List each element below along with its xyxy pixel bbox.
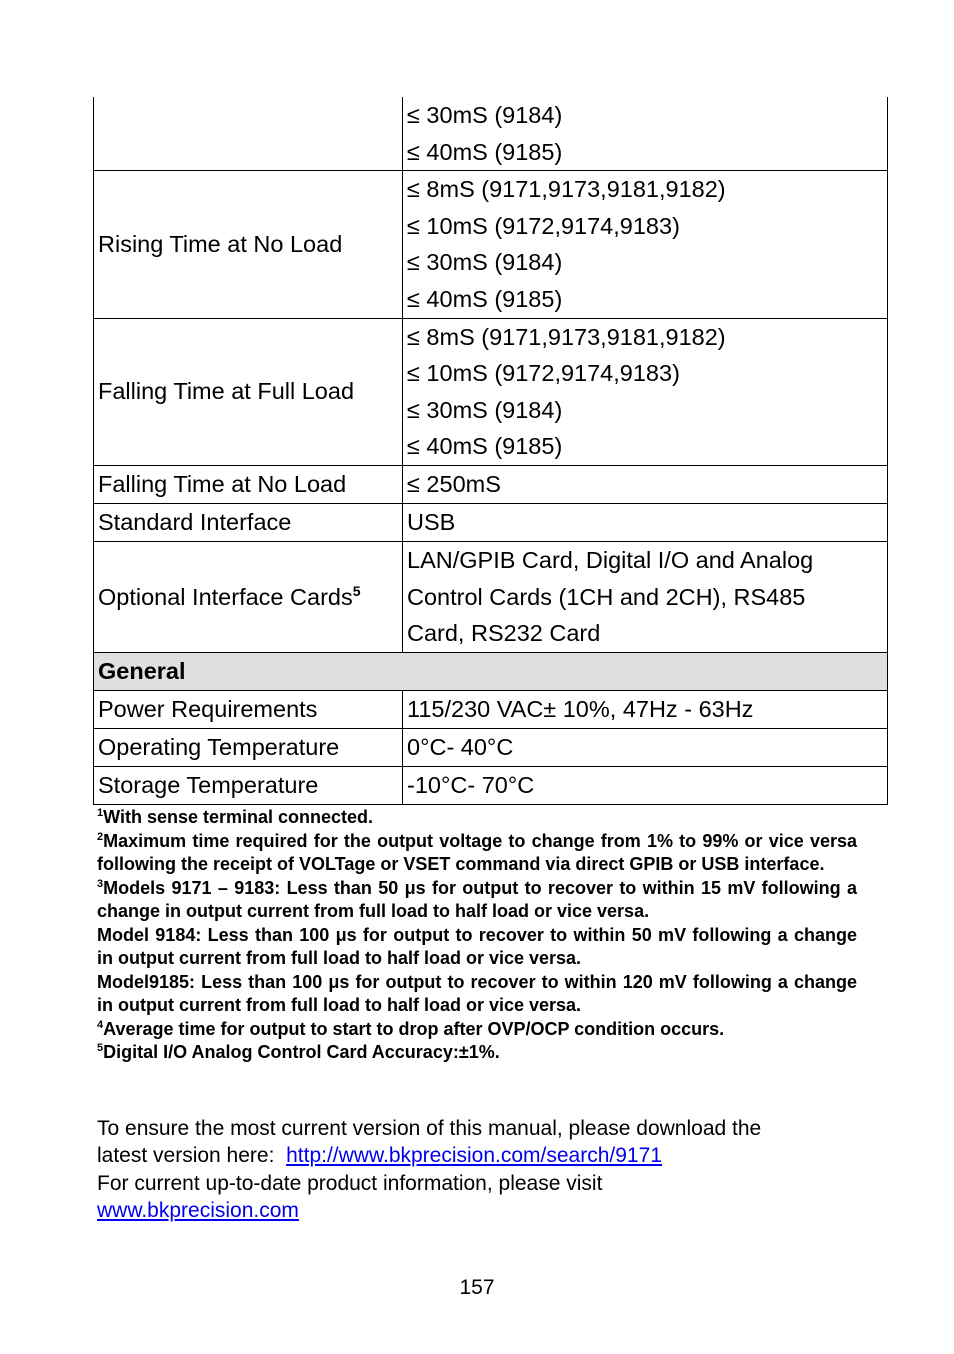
- table-row: [94, 503, 888, 541]
- table-row: [94, 766, 888, 804]
- spec-table: [93, 97, 888, 805]
- footnote-marker: 5: [352, 582, 361, 599]
- spec-value-cell: [403, 318, 888, 465]
- spec-value-line: ≤ 10mS (9172,9174,9183): [407, 360, 680, 387]
- section-header: General: [94, 652, 888, 690]
- manual-info: [97, 1115, 857, 1224]
- manual-info-line: [97, 1197, 857, 1224]
- spec-value-line: ≤ 30mS (9184): [407, 249, 563, 276]
- footnote-text: Average time for output to start to drop after OVP/OCP condition occurs.: [103, 1018, 725, 1039]
- spec-value: 115/230 VAC± 10%, 47Hz - 63Hz: [403, 690, 888, 728]
- footnote: [97, 1041, 857, 1065]
- table-row: [94, 465, 888, 503]
- spec-label: Power Requirements: [94, 690, 403, 728]
- table-row: [94, 97, 888, 171]
- spec-value: USB: [403, 503, 888, 541]
- footnote: [97, 1018, 857, 1042]
- manual-info-line: [97, 1142, 857, 1169]
- footnote-number: 5: [97, 1042, 104, 1054]
- footnotes: [97, 806, 857, 1065]
- spec-label: Falling Time at No Load: [94, 465, 403, 503]
- footnote-number: 1: [97, 807, 104, 819]
- spec-value-line: Control Cards (1CH and 2CH), RS485: [407, 583, 806, 610]
- table-row: [94, 690, 888, 728]
- spec-value-cell: [403, 541, 888, 652]
- manual-info-line: For current up-to-date product information, please visit: [97, 1171, 603, 1195]
- spec-label: Falling Time at Full Load: [94, 318, 403, 465]
- footnote-text: With sense terminal connected.: [103, 807, 374, 827]
- spec-value: ≤ 250mS: [403, 465, 888, 503]
- footnote-number: 4: [97, 1018, 104, 1031]
- website-link[interactable]: www.bkprecision.com: [97, 1198, 299, 1222]
- spec-value-line: ≤ 10mS (9172,9174,9183): [407, 212, 680, 239]
- footnote-text: Maximum time required for the output voltage to change from 1% to 99% or vice versa following the receipt of VOLTage or VSET command via direct GPIB or USB interface.: [97, 830, 857, 874]
- footnote-text: Digital I/O Analog Control Card Accuracy:±1%.: [103, 1042, 500, 1062]
- spec-label: Optional Interface Cards: [98, 583, 353, 610]
- spec-value-cell: [403, 97, 888, 171]
- footnote-number: 2: [97, 830, 104, 843]
- manual-download-link[interactable]: http://www.bkprecision.com/search/9171: [286, 1144, 662, 1168]
- section-header-row: [94, 652, 888, 690]
- spec-value-line: LAN/GPIB Card, Digital I/O and Analog: [407, 546, 814, 573]
- spec-label: Rising Time at No Load: [94, 171, 403, 318]
- table-row: [94, 541, 888, 652]
- table-row: [94, 318, 888, 465]
- spec-value-line: ≤ 40mS (9185): [407, 433, 563, 460]
- spec-value-cell: [403, 171, 888, 318]
- spec-value-line: ≤ 40mS (9185): [407, 285, 563, 312]
- footnote-text: Model 9184: Less than 100 μs for output to recover to within 50 mV following a change in output current from full load to half load or vice versa.: [97, 924, 857, 968]
- spec-label: Operating Temperature: [94, 728, 403, 766]
- footnote: [97, 806, 857, 830]
- spec-label: Standard Interface: [94, 503, 403, 541]
- table-row: [94, 171, 888, 318]
- spec-label-cell: [94, 541, 403, 652]
- table-row: [94, 728, 888, 766]
- manual-info-line: To ensure the most current version of this manual, please download the: [97, 1117, 762, 1140]
- footnote-number: 3: [97, 877, 104, 890]
- spec-value-line: ≤ 40mS (9185): [407, 138, 563, 165]
- spec-value-line: ≤ 30mS (9184): [407, 102, 563, 128]
- spec-value-line: ≤ 8mS (9171,9173,9181,9182): [407, 176, 726, 203]
- spec-value-line: Card, RS232 Card: [407, 620, 601, 647]
- footnote: [97, 830, 857, 877]
- footnote-text: Model9185: Less than 100 μs for output to recover to within 120 mV following a change in output current from full load to half load or vice versa.: [97, 971, 857, 1015]
- manual-info-prefix: latest version here:: [97, 1144, 275, 1168]
- spec-label-cell: [94, 97, 403, 171]
- spec-value-line: ≤ 8mS (9171,9173,9181,9182): [407, 323, 726, 350]
- spec-label: Storage Temperature: [94, 766, 403, 804]
- spec-value-line: ≤ 30mS (9184): [407, 396, 563, 423]
- footnote: [97, 924, 857, 971]
- spec-value: 0°C- 40°C: [403, 728, 888, 766]
- footnote: [97, 971, 857, 1018]
- footnote: [97, 877, 857, 924]
- spec-value: -10°C- 70°C: [403, 766, 888, 804]
- page-number: 157: [459, 1276, 495, 1299]
- footnote-text: Models 9171 – 9183: Less than 50 μs for output to recover to within 15 mV following a change in output current from full load to half load or vice versa.: [97, 877, 857, 921]
